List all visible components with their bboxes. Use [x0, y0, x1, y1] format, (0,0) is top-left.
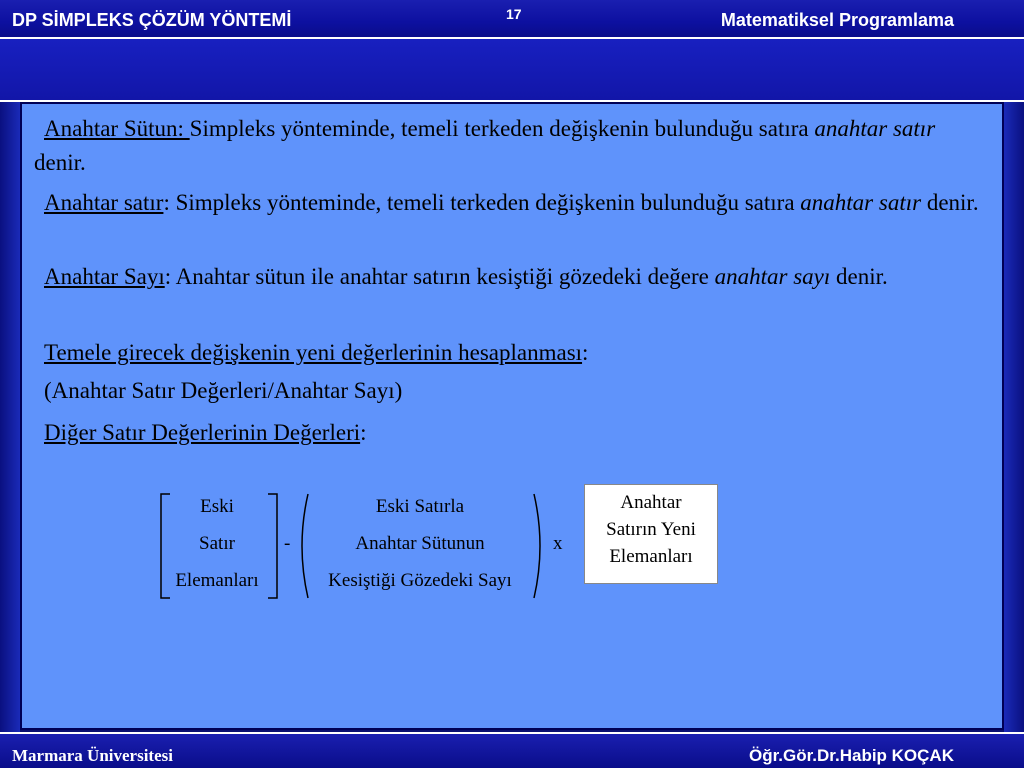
- formula-mid-line-2: Anahtar Sütunun: [355, 533, 485, 554]
- footer-bar: [0, 732, 1024, 768]
- other-rows-colon: :: [360, 420, 367, 445]
- formula-left-line-1: Eski: [200, 496, 234, 517]
- formula-left-line-3: Elemanları: [175, 570, 259, 591]
- footer-author: Öğr.Gör.Dr.Habip KOÇAK: [749, 746, 954, 765]
- term-key-row: Anahtar satır: [44, 190, 164, 215]
- header-bar: [0, 0, 1024, 37]
- footer-institution: Marmara Üniversitesi: [12, 746, 173, 765]
- def-text: Simpleks yönteminde, temeli terkeden değişkenin bulunduğu satıra: [189, 116, 815, 141]
- term-key-number: Anahtar Sayı: [44, 264, 165, 289]
- other-rows-term: Diğer Satır Değerlerinin Değerleri: [44, 420, 361, 445]
- times-sign: x: [553, 533, 563, 554]
- def-italic: anahtar satır: [800, 190, 922, 215]
- row-update-formula: [22, 104, 1002, 724]
- def-italic: anahtar sayı: [714, 264, 831, 289]
- formula-mid-line-3: Kesiştiği Gözedeki Sayı: [328, 570, 512, 591]
- header-right-title: Matematiksel Programlama: [720, 10, 954, 30]
- header-left-title: DP SİMPLEKS ÇÖZÜM YÖNTEMİ: [12, 10, 292, 30]
- right-margin: [1004, 102, 1024, 732]
- def-text: : Anahtar sütun ile anahtar satırın kesiştiği gözedeki değere: [164, 264, 715, 289]
- new-values-colon: :: [582, 340, 589, 365]
- formula-left-line-2: Satır: [199, 533, 235, 554]
- title-band: [0, 37, 1024, 102]
- def-end: denir.: [921, 190, 979, 215]
- paren-close: [532, 492, 548, 600]
- content-panel: [20, 102, 1004, 730]
- new-key-row-elements-box: [584, 484, 718, 584]
- slide-number: 17: [506, 6, 522, 22]
- box-line-3: Elemanları: [609, 546, 693, 567]
- new-values-term: Temele girecek değişkenin yeni değerlerinin hesaplanması: [44, 340, 583, 365]
- minus-sign: -: [284, 533, 291, 554]
- formula-mid-line-1: Eski Satırla: [375, 496, 465, 517]
- def-text: : Simpleks yönteminde, temeli terkeden değişkenin bulunduğu satıra: [163, 190, 801, 215]
- def-end: denir.: [830, 264, 888, 289]
- box-line-2: Satırın Yeni: [606, 519, 696, 540]
- left-margin: [0, 102, 20, 732]
- formula-text: (Anahtar Satır Değerleri/Anahtar Sayı): [44, 378, 403, 403]
- def-end: denir.: [34, 150, 86, 175]
- term-key-column: Anahtar Sütun:: [44, 116, 190, 141]
- box-line-1: Anahtar: [620, 492, 682, 513]
- def-italic: anahtar satır: [814, 116, 936, 141]
